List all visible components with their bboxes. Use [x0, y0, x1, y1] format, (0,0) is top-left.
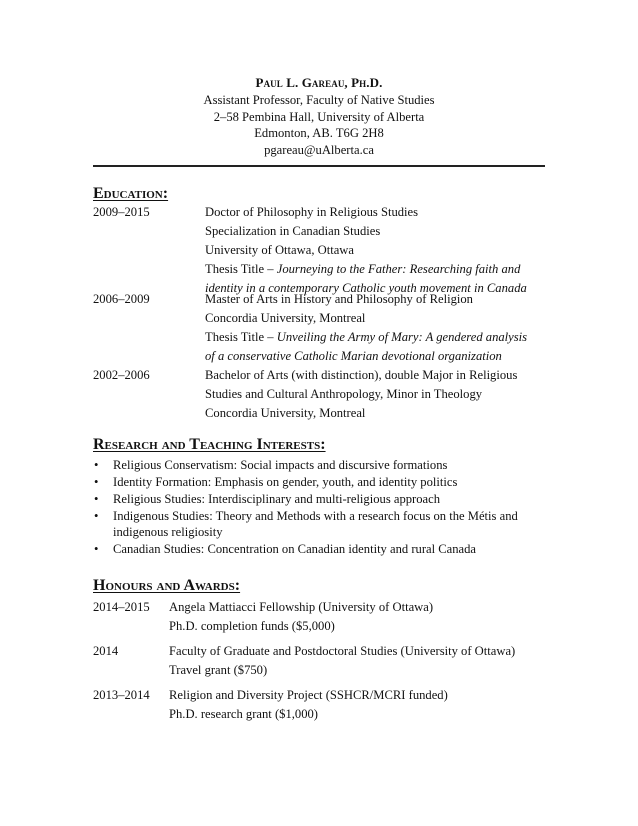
entry-line: Ph.D. research grant ($1,000)	[169, 707, 318, 721]
cv-header	[0, 75, 638, 159]
entry-line: Concordia University, Montreal	[205, 311, 366, 325]
header-divider	[93, 165, 545, 167]
email[interactable]: pgareau@uAlberta.ca	[264, 143, 374, 158]
thesis-title-continued: identity in a contemporary Catholic youth movement in Canada	[205, 281, 527, 295]
entry-line: Bachelor of Arts (with distinction), double Major in Religious	[205, 368, 518, 382]
entry-date: 2002–2006	[93, 368, 150, 382]
thesis-title-continued: of a conservative Catholic Marian devotional organization	[205, 349, 502, 363]
thesis-line	[205, 328, 527, 347]
bullet-icon: •	[94, 458, 99, 472]
list-item-text: Indigenous Studies: Theory and Methods with a research focus on the Métis and	[113, 509, 518, 523]
thesis-line	[205, 260, 527, 279]
entry-line: University of Ottawa, Ottawa	[205, 243, 354, 257]
entry-date: 2013–2014	[93, 688, 150, 702]
entry-date: 2014–2015	[93, 600, 150, 614]
entry-line: Master of Arts in History and Philosophy of Religion	[205, 292, 473, 306]
honours-heading: Honours and Awards:	[93, 577, 241, 594]
entry-line: Specialization in Canadian Studies	[205, 224, 381, 238]
entry-line: Concordia University, Montreal	[205, 406, 366, 420]
entry-date: 2014	[93, 644, 119, 658]
list-item	[93, 491, 553, 507]
entry-line: Studies and Cultural Anthropology, Minor in Theology	[205, 387, 483, 401]
author-title: Assistant Professor, Faculty of Native Studies	[203, 92, 435, 107]
interests-heading: Research and Teaching Interests:	[93, 436, 326, 453]
list-item	[93, 474, 553, 490]
address-line-1: 2–58 Pembina Hall, University of Alberta	[213, 109, 425, 124]
list-item-text: Canadian Studies: Concentration on Canadian identity and rural Canada	[113, 542, 477, 556]
entry-line: Religion and Diversity Project (SSHCR/MCRI funded)	[169, 688, 448, 702]
list-item-text: Religious Conservatism: Social impacts and discursive formations	[113, 458, 448, 472]
entry-date: 2009–2015	[93, 205, 150, 219]
author-name: Paul L. Gareau, Ph.D.	[255, 75, 383, 90]
bullet-icon: •	[94, 542, 99, 556]
interests-list	[93, 457, 553, 558]
bullet-icon: •	[94, 492, 99, 506]
entry-line: Travel grant ($750)	[169, 663, 268, 677]
list-item-text: Religious Studies: Interdisciplinary and multi-religious approach	[113, 492, 441, 506]
thesis-title: Journeying to the Father: Researching faith and	[276, 262, 521, 276]
list-item	[93, 541, 553, 557]
entry-line: Ph.D. completion funds ($5,000)	[169, 619, 335, 633]
list-item-text-continued: indigenous religiosity	[113, 525, 223, 539]
bullet-icon: •	[94, 509, 99, 523]
bullet-icon: •	[94, 475, 99, 489]
education-heading: Education:	[93, 185, 169, 202]
thesis-prefix: Thesis Title –	[205, 330, 277, 344]
address-line-2: Edmonton, AB. T6G 2H8	[254, 126, 384, 141]
entry-line: Angela Mattiacci Fellowship (University of Ottawa)	[169, 600, 434, 614]
entry-line: Faculty of Graduate and Postdoctoral Studies (University of Ottawa)	[169, 644, 516, 658]
thesis-prefix: Thesis Title –	[205, 262, 277, 276]
thesis-title: Unveiling the Army of Mary: A gendered analysis	[276, 330, 528, 344]
entry-line: Doctor of Philosophy in Religious Studies	[205, 205, 419, 219]
entry-date: 2006–2009	[93, 292, 150, 306]
list-item-text: Identity Formation: Emphasis on gender, youth, and identity politics	[113, 475, 458, 489]
list-item	[93, 508, 553, 540]
list-item	[93, 457, 553, 473]
